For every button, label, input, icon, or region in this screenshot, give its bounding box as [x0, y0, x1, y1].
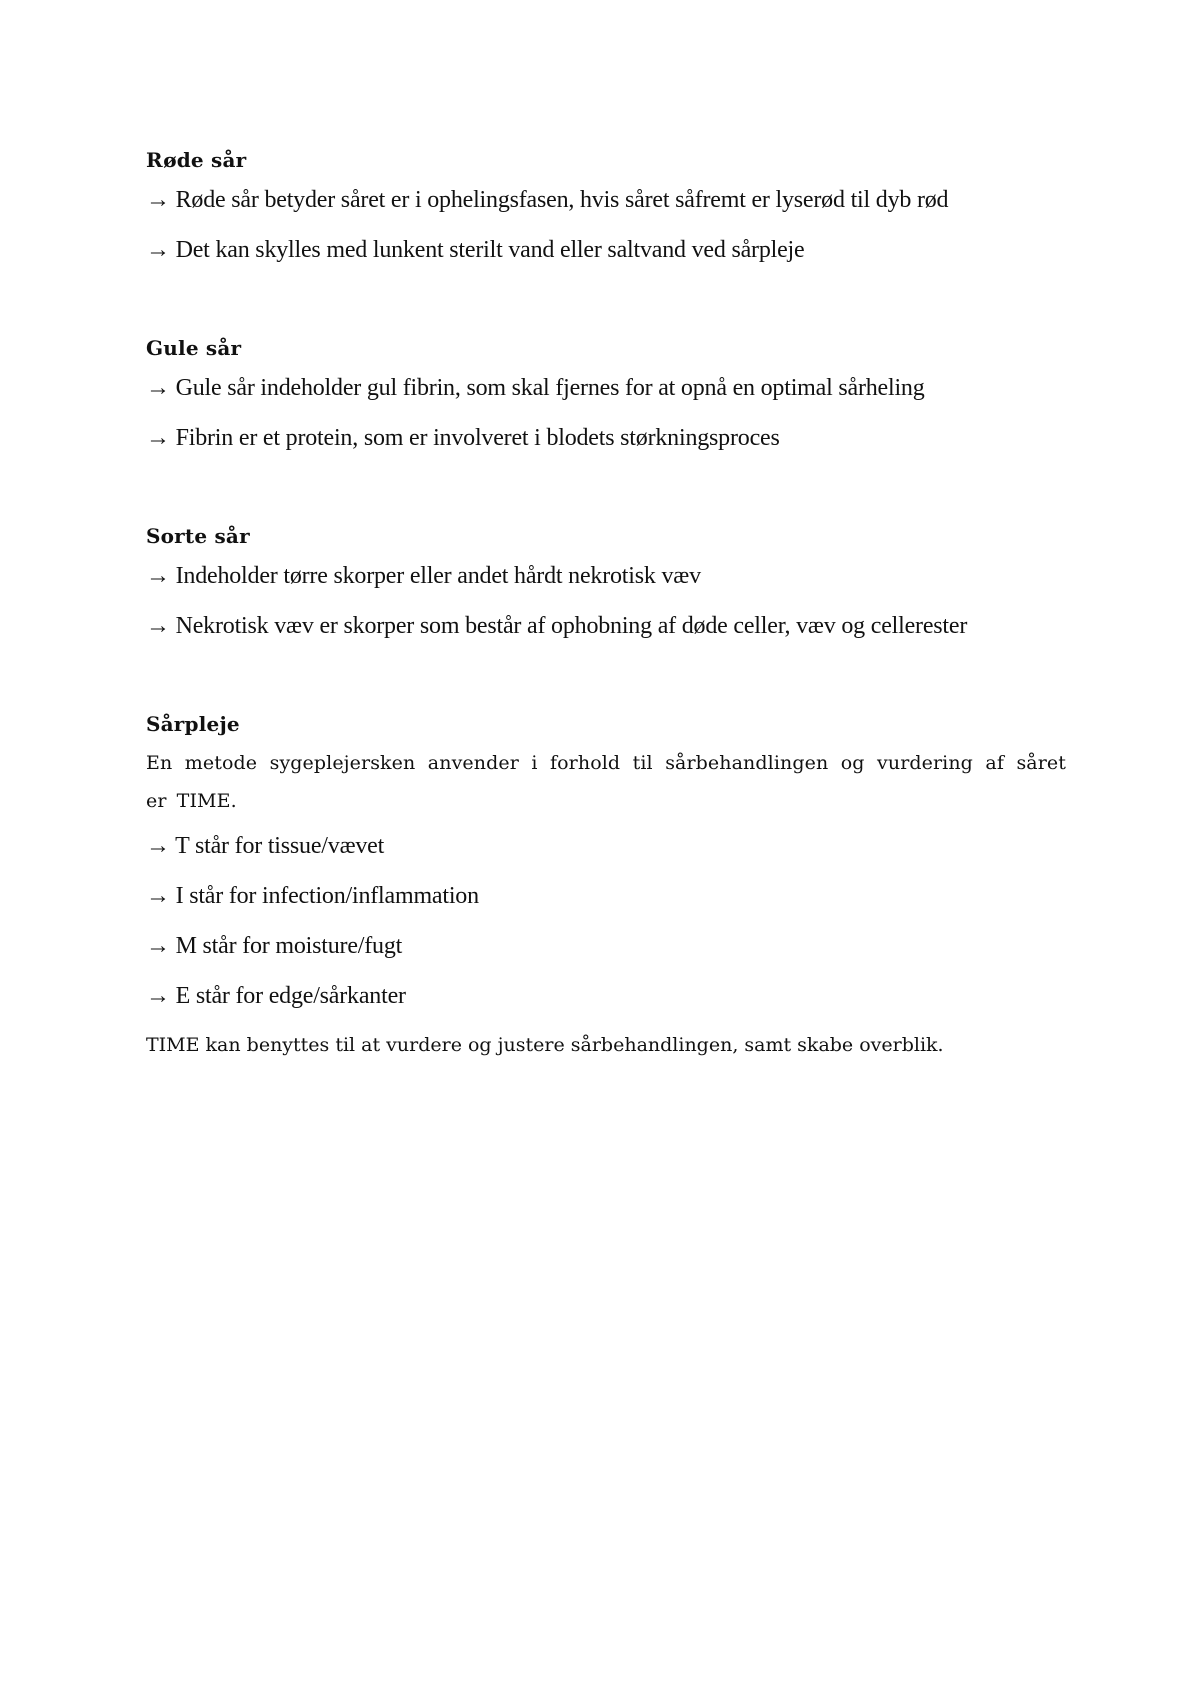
bullet-item: → T står for tissue/vævet: [146, 833, 385, 859]
bullet-item: → E står for edge/sårkanter: [146, 983, 406, 1009]
section-gule-saar: [146, 328, 1066, 468]
section-heading: Røde sår: [146, 148, 247, 172]
bullet-item: → Det kan skylles med lunkent sterilt vand eller saltvand ved sårpleje: [146, 237, 805, 263]
bullet-item: → Indeholder tørre skorper eller andet hårdt nekrotisk væv: [146, 563, 701, 589]
section-heading: Gule sår: [146, 336, 242, 360]
bullet-item: → Gule sår indeholder gul fibrin, som skal fjernes for at opnå en optimal sårheling: [146, 375, 925, 401]
bullet-item: → Nekrotisk væv er skorper som består af ophobning af døde celler, væv og cellerester: [146, 613, 968, 639]
bullet-item: → M står for moisture/fugt: [146, 933, 403, 959]
closing-paragraph: TIME kan benyttes til at vurdere og justere sårbehandlingen, samt skabe overblik.: [146, 1034, 944, 1056]
intro-paragraph: En metode sygeplejersken anvender i forhold til sårbehandlingen og vurdering af såret er TIME.: [146, 752, 1066, 812]
bullet-item: → I står for infection/inflammation: [146, 883, 479, 909]
document-page: [146, 140, 1066, 1112]
bullet-item: → Røde sår betyder såret er i ophelingsfasen, hvis såret såfremt er lyserød til dyb rød: [146, 187, 949, 213]
section-roede-saar: [146, 140, 1066, 280]
section-heading: Sorte sår: [146, 524, 250, 548]
section-saarpleje: [146, 704, 1066, 1064]
section-heading: Sårpleje: [146, 712, 240, 736]
bullet-item: → Fibrin er et protein, som er involveret i blodets størkningsproces: [146, 425, 780, 451]
section-sorte-saar: [146, 516, 1066, 656]
